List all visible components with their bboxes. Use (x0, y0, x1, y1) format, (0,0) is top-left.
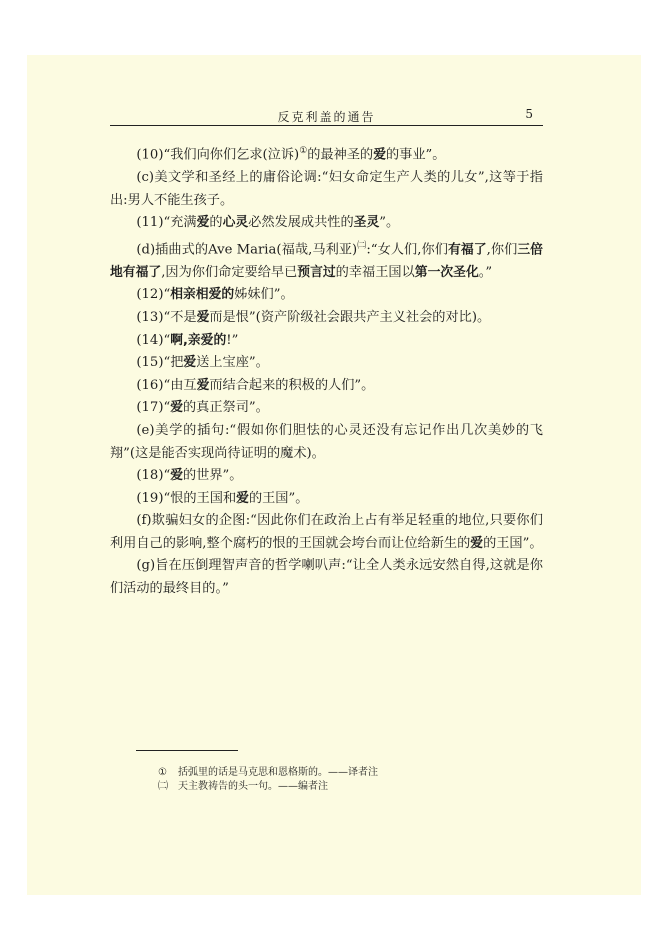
emphasis-text: 心灵 (222, 215, 249, 231)
paragraph-text: (11)“充满 (136, 215, 197, 231)
emphasis-text: 啊,亲爱的 (170, 332, 227, 348)
paragraph (110, 352, 543, 375)
footnote-text: 天主教祷告的头一句。——编者注 (178, 781, 328, 792)
paragraph-text: (16)“由互 (136, 377, 197, 393)
paragraph (110, 167, 543, 212)
paragraph-text: 送上宝座”。 (196, 355, 269, 371)
paragraph (110, 397, 543, 420)
paragraph (110, 235, 543, 285)
emphasis-text: 爱 (196, 309, 210, 325)
emphasis-text: 预言过 (297, 264, 336, 280)
paragraph-text: (14)“ (136, 332, 171, 348)
paragraph-text: (10)“我们向你们乞求(泣诉) (136, 147, 300, 163)
emphasis-text: 三倍地有福了 (110, 242, 543, 280)
paragraph (110, 555, 543, 600)
paragraph-text: 的世界”。 (183, 468, 243, 484)
paragraph (110, 510, 543, 555)
footnote-marker: ① (299, 146, 308, 156)
paragraph-text: 必然发展成共性的 (248, 215, 354, 231)
paragraph-text: 而是恨”(资产阶级社会跟共产主义社会的对比)。 (209, 309, 491, 325)
paragraph-text: 的 (209, 215, 223, 231)
emphasis-text: 圣灵 (353, 215, 380, 231)
paragraph-text: 姊妹们”。 (234, 287, 294, 303)
footnote-marker: ㈡ (357, 240, 367, 251)
header-title: 反克利盖的通告 (277, 110, 376, 124)
paragraph-text: 的幸福王国以 (335, 264, 415, 280)
footnote (158, 780, 538, 794)
paragraph-text: 的王国”。 (248, 490, 309, 506)
paragraph (110, 420, 543, 465)
paragraph-text: (g)旨在压倒理智声音的哲学喇叭声:“让全人类永远安然自得,这就是你们活动的最终目的。” (110, 558, 543, 597)
paragraph (110, 488, 543, 511)
paragraph-text: ,因为你们命定要给早已 (161, 264, 298, 280)
paragraph (110, 465, 543, 488)
paragraph-text: 的事业”。 (386, 147, 446, 163)
paragraph-text: 的王国”。 (483, 535, 543, 551)
emphasis-text: 爱 (373, 147, 386, 163)
paragraph (110, 212, 543, 235)
emphasis-text: 爱 (196, 215, 210, 231)
paragraph (110, 307, 543, 330)
paragraph-text: 的最神圣的 (307, 147, 374, 163)
paragraph-text: (18)“ (136, 468, 171, 484)
emphasis-text: 相亲相爱的 (170, 287, 235, 303)
paragraph-text: (19)“恨的王国和 (136, 490, 237, 506)
paragraph-text: (17)“ (136, 400, 171, 416)
running-header (110, 105, 543, 126)
paragraph-text: (15)“把 (136, 355, 184, 371)
paragraph-text: 。” (478, 264, 493, 280)
emphasis-text: 有福了 (448, 242, 487, 258)
paragraph (110, 140, 543, 167)
paragraph-text: 而结合起来的积极的人们”。 (209, 377, 375, 393)
paragraph-text: 的真正祭司”。 (183, 400, 269, 416)
paragraph (110, 330, 543, 353)
emphasis-text: 爱 (236, 490, 249, 506)
paragraph (110, 375, 543, 398)
paragraph-text: (d)插曲式的Ave Maria(福哉,马利亚) (136, 242, 358, 258)
paragraph-text: !” (226, 332, 239, 348)
footnote-number: ① (158, 767, 167, 778)
emphasis-text: 爱 (183, 355, 197, 371)
page-number: 5 (525, 107, 533, 121)
footnote-number: ㈡ (158, 781, 168, 792)
emphasis-text: 爱 (170, 468, 183, 484)
emphasis-text: 第一次圣化 (414, 264, 479, 280)
footnotes (158, 766, 538, 794)
emphasis-text: 爱 (196, 377, 210, 393)
paragraph-text: ,你们 (486, 242, 518, 258)
footnote-rule (136, 750, 238, 751)
body-text (110, 140, 543, 601)
footnote-text: 括弧里的话是马克思和恩格斯的。——译者注 (178, 767, 378, 778)
paragraph-text: (c)美文学和圣经上的庸俗论调:“妇女命定生产人类的儿女”,这等于指出:男人不能生孩子。 (110, 169, 543, 208)
paragraph-text: :“女人们,你们 (366, 242, 449, 258)
paragraph-text: (f)欺骗妇女的企图:“因此你们在政治上占有举足轻重的地位,只要你们利用自己的影响,整个腐朽的恨的王国就会垮台而让位给新生的 (110, 513, 543, 551)
paragraph-text: (13)“不是 (136, 309, 197, 325)
footnote (158, 766, 538, 780)
emphasis-text: 爱 (170, 400, 183, 416)
paragraph-text: ”。 (379, 215, 400, 231)
emphasis-text: 爱 (470, 535, 484, 551)
paragraph (110, 284, 543, 307)
paragraph-text: (e)美学的插句:“假如你们胆怯的心灵还没有忘记作出几次美妙的飞翔”(这是能否实现尚待证明的魔术)。 (110, 422, 543, 461)
paragraph-text: (12)“ (136, 287, 171, 303)
